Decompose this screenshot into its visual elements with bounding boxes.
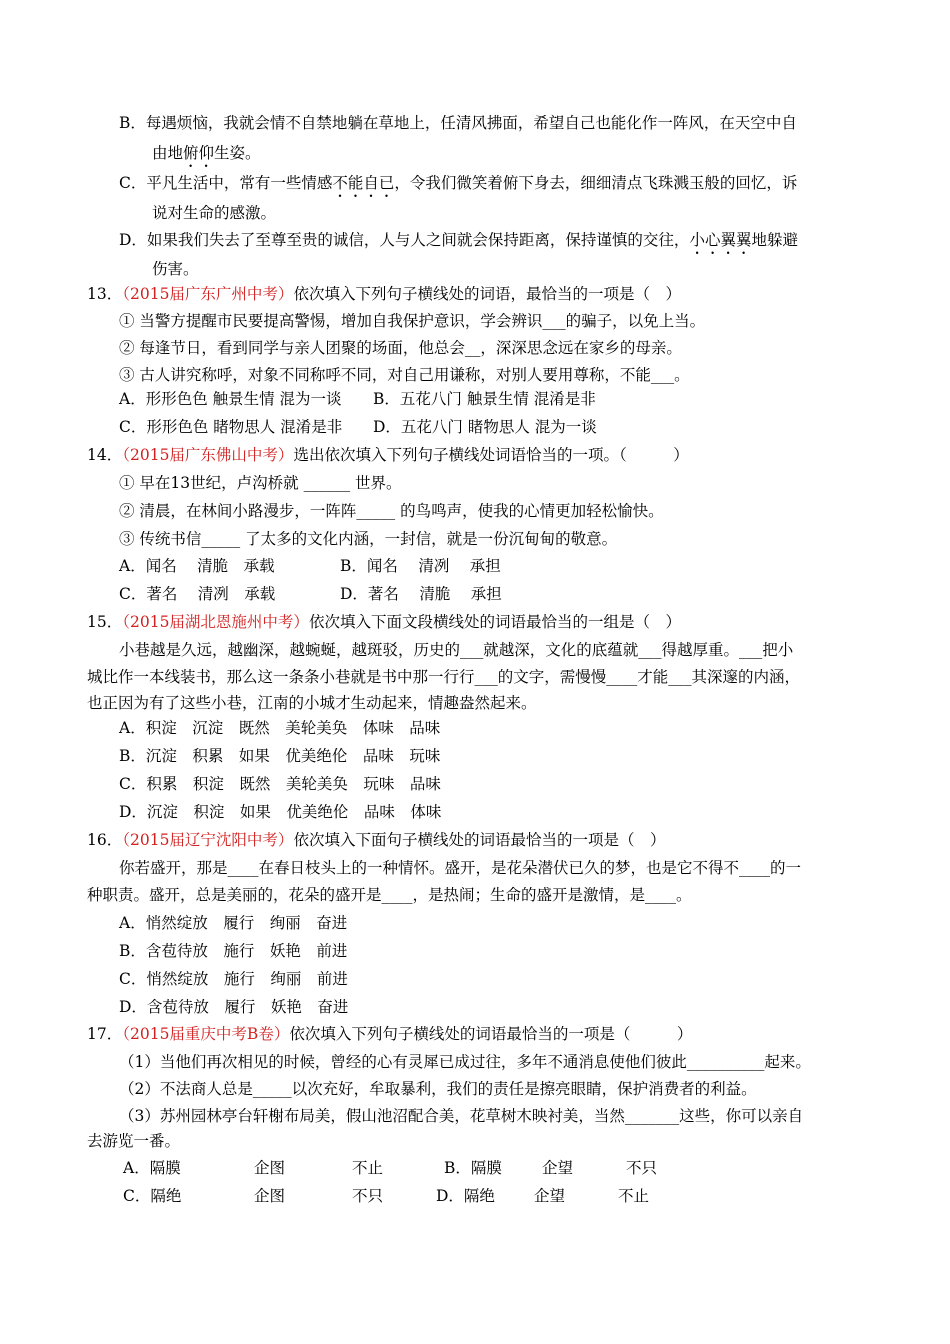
q17-stem: 17．（2015届重庆中考B卷）依次填入下列句子横线处的词语最恰当的一项是（ ）: [87, 1025, 693, 1043]
q17-source: （2015届重庆中考B卷）: [122, 1025, 290, 1043]
q13-option-b: B．五花八门 触景生情 混淆是非: [373, 390, 596, 408]
q14-stem: 14．（2015届广东佛山中考）选出依次填入下列句子横线处词语恰当的一项。（ ）: [87, 446, 689, 464]
q13-stem: 13．（2015届广东广州中考）依次填入下列句子横线处的词语，最恰当的一项是（ ）: [87, 285, 681, 303]
q15-passage-line1: 小巷越是久远，越幽深，越蜿蜒，越斑驳，历史的___就越深，文化的底蕴就___得越厚重。___把小: [119, 641, 794, 659]
q16-stem: 16．（2015届辽宁沈阳中考）依次填入下面句子横线处的词语最恰当的一项是（ ）: [87, 831, 666, 849]
q15-option-d: D．沉淀 积淀 如果 优美绝伦 品味 体味: [119, 803, 442, 821]
q13-source: （2015届广东广州中考）: [122, 285, 294, 303]
q16-option-c: C．悄然绽放 施行 绚丽 前进: [119, 970, 348, 988]
q14-sentence-2: ② 清晨，在林间小路漫步，一阵阵_____ 的鸟鸣声，使我的心情更加轻松愉快。: [119, 502, 664, 520]
q15-option-c: C．积累 积淀 既然 美轮美奂 玩味 品味: [119, 775, 441, 793]
q13-option-c: C．形形色色 睹物思人 混淆是非: [119, 418, 343, 436]
q12-option-b-line2: 由地俯仰生姿。: [152, 144, 261, 162]
q17-option-a-2: 企图: [254, 1159, 286, 1177]
q13-sentence-1: ① 当警方提醒市民要提高警惕，增加自我保护意识，学会辨识___的骗子，以免上当。: [119, 312, 706, 330]
q15-source: （2015届湖北恩施州中考）: [122, 613, 309, 631]
q17-sentence-1: （1）当他们再次相见的时候，曾经的心有灵犀已成过往，多年不通消息使他们彼此__________起来。: [119, 1053, 811, 1071]
q17-option-b-1: B．隔膜: [444, 1159, 502, 1177]
q13-option-a: A．形形色色 触景生情 混为一谈: [119, 390, 342, 408]
q16-option-b: B．含苞待放 施行 妖艳 前进: [119, 942, 348, 960]
q12-option-b-line1: B．每遇烦恼，我就会情不自禁地躺在草地上，任清风拂面，希望自己也能化作一阵风，在天空中自: [119, 114, 797, 132]
q13-option-d: D．五花八门 睹物思人 混为一谈: [373, 418, 597, 436]
q17-option-c-2: 企图: [254, 1187, 286, 1205]
q17-option-a-1: A．隔膜: [123, 1159, 181, 1177]
q14-option-d: D．著名 清脆 承担: [340, 585, 502, 603]
q16-option-d: D．含苞待放 履行 妖艳 奋进: [119, 998, 349, 1016]
q14-sentence-3: ③ 传统书信_____ 了太多的文化内涵，一封信，就是一份沉甸甸的敬意。: [119, 530, 618, 548]
q15-option-b: B．沉淀 积累 如果 优美绝伦 品味 玩味: [119, 747, 441, 765]
q13-sentence-3: ③ 古人讲究称呼，对象不同称呼不同，对自己用谦称，对别人要用尊称，不能___。: [119, 366, 690, 384]
q14-source: （2015届广东佛山中考）: [122, 446, 294, 464]
q16-source: （2015届辽宁沈阳中考）: [122, 831, 294, 849]
q17-option-d-2: 企望: [534, 1187, 566, 1205]
q12-option-d-line2: 伤害。: [152, 260, 199, 278]
q17-sentence-2: （2）不法商人总是_____以次充好，牟取暴利，我们的责任是擦亮眼睛，保护消费者的利益。: [119, 1080, 757, 1098]
q12-option-d-line1: D．如果我们失去了至尊至贵的诚信，人与人之间就会保持距离，保持谨慎的交往，小心翼翼地躲避: [119, 231, 798, 249]
q12-option-c-line1: C．平凡生活中，常有一些情感不能自已，令我们微笑着俯下身去，细细清点飞珠溅玉般的回忆，诉: [119, 174, 798, 192]
q16-option-a: A．悄然绽放 履行 绚丽 奋进: [119, 914, 348, 932]
q17-option-b-2: 企望: [542, 1159, 574, 1177]
q17-option-b-3: 不只: [626, 1159, 658, 1177]
q13-sentence-2: ② 每逢节日，看到同学与亲人团聚的场面，他总会__，深深思念远在家乡的母亲。: [119, 339, 682, 357]
q16-passage-line2: 种职责。盛开，总是美丽的，花朵的盛开是____，是热闹；生命的盛开是激情，是____。: [87, 886, 692, 904]
q15-stem: 15．（2015届湖北恩施州中考）依次填入下面文段横线处的词语最恰当的一组是（ ）: [87, 613, 681, 631]
q17-option-d-1: D．隔绝: [436, 1187, 495, 1205]
q14-sentence-1: ① 早在13世纪，卢沟桥就 ______ 世界。: [119, 474, 402, 492]
q17-option-c-1: C．隔绝: [123, 1187, 182, 1205]
q15-option-a: A．积淀 沉淀 既然 美轮美奂 体味 品味: [119, 719, 441, 737]
q15-passage-line3: 也正因为有了这些小巷，江南的小城才生动起来，情趣盎然起来。: [87, 694, 537, 712]
q17-option-d-3: 不止: [618, 1187, 650, 1205]
q17-sentence-3-line1: （3）苏州园林亭台轩榭布局美，假山池沼配合美，花草树木映衬美，当然_______这些，你可以亲自: [119, 1107, 804, 1125]
q15-passage-line2: 城比作一本线装书，那么这一条条小巷就是书中那一行行___的文字，需慢慢____才能___其深邃的内涵，: [87, 668, 801, 686]
q16-passage-line1: 你若盛开，那是____在春日枝头上的一种情怀。盛开，是花朵潜伏已久的梦，也是它不得不____的一: [119, 859, 802, 877]
q17-option-a-3: 不止: [352, 1159, 384, 1177]
q14-option-c: C．著名 清冽 承载: [119, 585, 276, 603]
q17-option-c-3: 不只: [352, 1187, 384, 1205]
q14-option-a: A．闻名 清脆 承载: [119, 557, 275, 575]
q17-sentence-3-line2: 去游览一番。: [87, 1132, 181, 1150]
q12-option-c-line2: 说对生命的感激。: [152, 204, 277, 222]
q14-option-b: B．闻名 清冽 承担: [340, 557, 501, 575]
